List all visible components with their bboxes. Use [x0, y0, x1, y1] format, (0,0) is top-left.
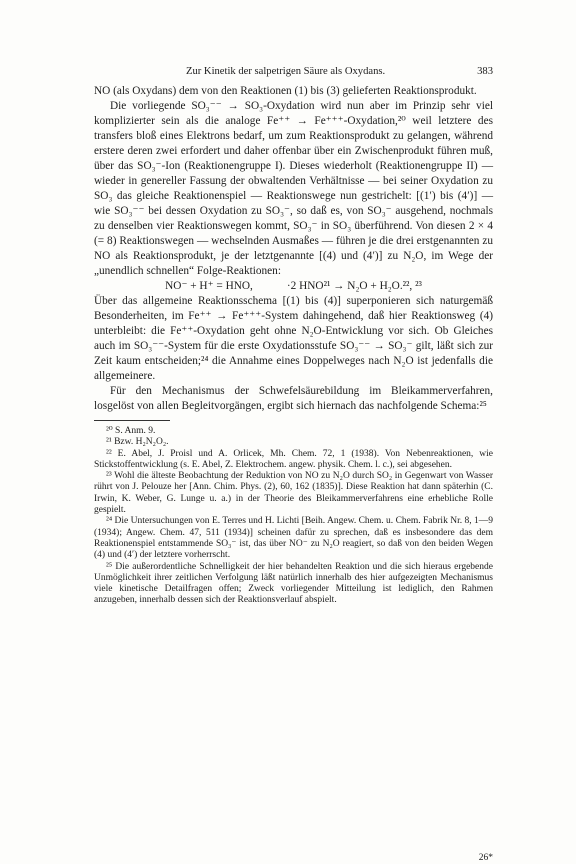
footnote-21: ²¹ Bzw. H₂N₂O₂. [106, 437, 169, 448]
paragraph-3: Über das allgemeine Reaktionsschema [(1) bis (4)] superponieren sich naturgemäß Besonderheiten, im Fe⁺⁺ → Fe⁺⁺⁺-System dahingehend, daß hier Reaktionsweg (4) unterbleibt: die Fe⁺⁺-Oxydation geht ohne N₂O-Entwicklung vor sich. Ob Gleiches auch im SO₃⁻⁻-System für die erste Oxydationsstufe SO₃⁻⁻ → SO₃⁻ gilt, läßt sich zur Zeit kaum entscheiden;²⁴ die Annahme eines Doppelweges nach N₂O ist jedenfalls die allgemeinere. [94, 295, 493, 382]
running-title: Zur Kinetik der salpetrigen Säure als Oxydans. [185, 66, 386, 77]
equation-line [94, 279, 493, 294]
running-header [94, 66, 493, 84]
page-number: 383 [477, 66, 493, 77]
paragraph-4: Für den Mechanismus der Schwefelsäurebildung im Bleikammerverfahren, losgelöst von allen Begleitvorgängen, ergibt sich hiernach das nachfolgende Schema:²⁵ [94, 385, 493, 412]
paragraph-1: NO (als Oxydans) dem von den Reaktionen (1) bis (3) gelieferten Reaktionsprodukt. [94, 85, 477, 97]
footnote-24: ²⁴ Die Untersuchungen von E. Terres und H. Lichti [Beih. Angew. Chem. u. Chem. Fabrik Nr. 8, 1—9 (1934); Angew. Chem. 47, 511 (1934)] scheinen dafür zu sprechen, daß es insbesondere das dem Reaktionenspiel entstammende SO₃⁻ ist, das über NO⁻ zu N₂O reagiert, so daß von den beiden Wegen (4) und (4′) der letztere vorherrscht. [94, 516, 493, 561]
footnote-divider [94, 420, 170, 421]
equation-1: NO⁻ + H⁺ = HNO, [165, 280, 253, 292]
footnote-23: ²³ Wohl die älteste Beobachtung der Reduktion von NO zu N₂O durch SO₂ in Gegenwart von Wasser rührt von J. Pelouze her [Ann. Chim. Phys. (2), 60, 162 (1835)]. Diese Reaktion hat dann späterhin (C. Irwin, K. Weber, G. Lunge u. a.) in der Theorie des Bleikammerverfahrens eine erhebliche Rolle gespielt. [94, 471, 493, 516]
footnotes [94, 426, 493, 607]
footnote-25: ²⁵ Die außerordentliche Schnelligkeit der hier behandelten Reaktion und die sich hieraus ergebende Unmöglichkeit ihrer zeitlichen Verfolgung läßt natürlich innerhalb des hier aufgezeigten Mechanismus viele kinetische Detailfragen offen; Zweck vorliegender Mitteilung ist lediglich, den Rahmen anzugeben, innerhalb dessen sich der Reaktionsverlauf abspielt. [94, 561, 493, 606]
signature-mark: 26* [478, 853, 493, 863]
footnote-20: ²⁰ S. Anm. 9. [106, 426, 156, 436]
equation-2: ·2 HNO²¹ → N₂O + H₂O.²², ²³ [286, 280, 422, 292]
paragraph-2: Die vorliegende SO₃⁻⁻ → SO₃-Oxydation wird nun aber im Prinzip sehr viel komplizierter sein als die analoge Fe⁺⁺ → Fe⁺⁺⁺-Oxydation,²⁰ weil letztere des transfers bloß eines Elektrons bedarf, um zum Reaktionsprodukt zu gelangen, während erstere deren zwei erfordert und daher offenbar über ein Zwischenprodukt führen muß, über das SO₃⁻-Ion (Reaktionengruppe I). Dieses wiederholt (Reaktionengruppe II) — wieder in genereller Fassung der obwaltenden Verhältnisse — bei seiner Oxydation zu SO₃ das gleiche Reaktionenspiel — Reaktionswege nun gestrichelt: [(1′) bis (4′)] — wie SO₃⁻⁻ bei dessen Oxydation zu SO₃⁻, so daß es, von SO₃⁻ ausgehend, nochmals zu denselben vier Reaktionswegen kommt, SO₃⁻ in SO₃ überführend. Von diesen 2 × 4 (= 8) Reaktionswegen — wechselnden Ausmaßes — führen je die drei erstgenannten zu NO als Reaktionsprodukt, je der letztgenannte [(4) und (4′)] zu N₂O, im Wege der „unendlich schnellen“ Folge-Reaktionen: [94, 100, 493, 277]
footnote-22: ²² E. Abel, J. Proisl und A. Orlicek, Mh. Chem. 72, 1 (1938). Von Nebenreaktionen, wie Stickstoffentwicklung (s. E. Abel, Z. Elektrochem. angew. physik. Chem. l. c.), sei abgesehen. [94, 448, 493, 470]
body-text [94, 84, 493, 414]
page [94, 66, 493, 863]
